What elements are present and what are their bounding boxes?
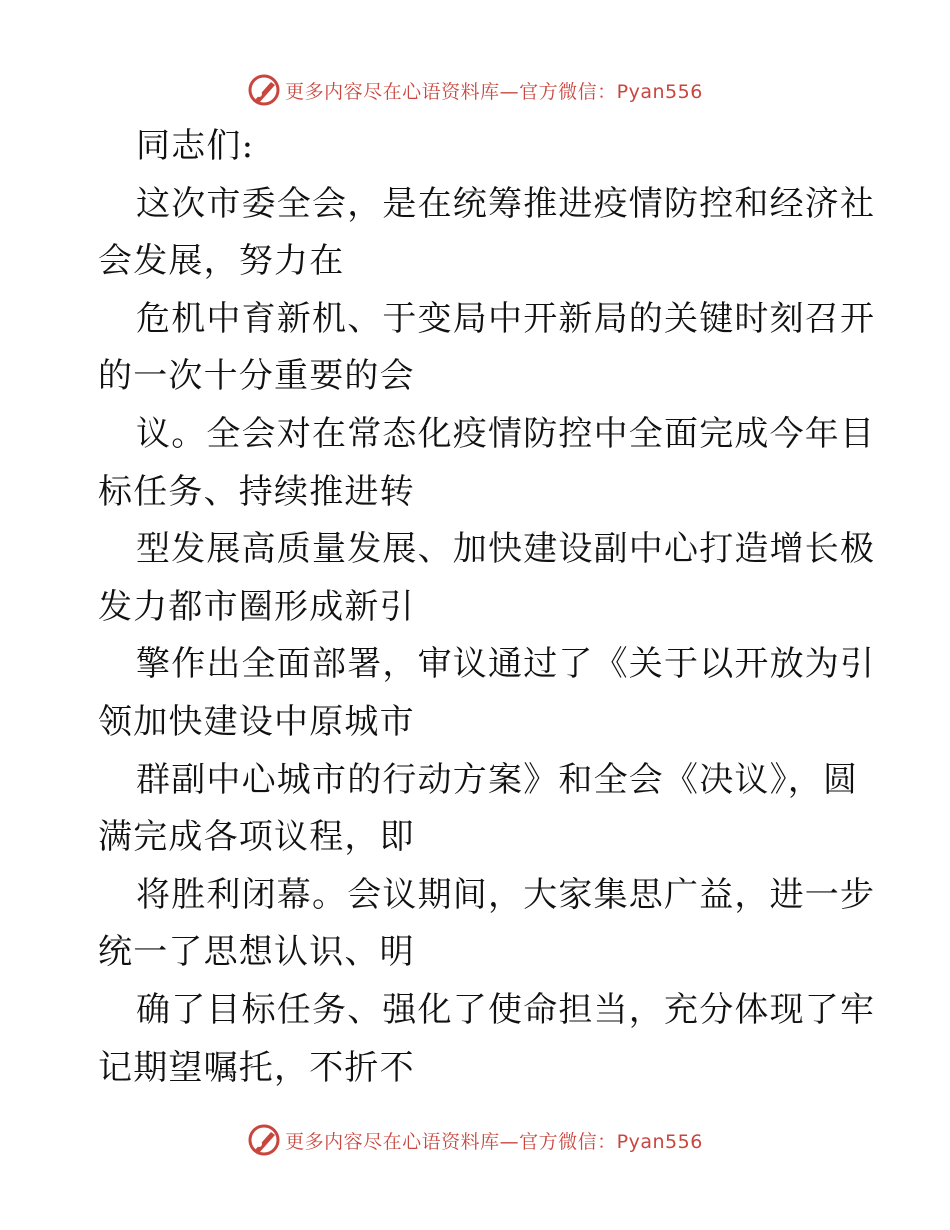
text-line: 危机中育新机、于变局中开新局的关键时刻召开 [136,298,876,339]
text-line: 型发展高质量发展、加快建设副中心打造增长极 [136,529,876,570]
text-line: 会发展，努力在 [98,241,345,282]
text-line: 将胜利闭幕。会议期间，大家集思广益，进一步 [136,874,876,915]
text-line: 擎作出全面部署，审议通过了《关于以开放为引 [136,644,876,685]
text-line: 同志们: [136,126,255,166]
text-line: 的一次十分重要的会 [98,356,415,397]
pen-logo-icon [247,1123,281,1157]
text-line: 标任务、持续推进转 [98,471,415,512]
text-line: 统一了思想认识、明 [98,932,415,973]
text-line: 确了目标任务、强化了使命担当，充分体现了牢 [136,989,876,1030]
footer-banner [0,1120,950,1160]
text-line: 这次市委全会，是在统筹推进疫情防控和经济社 [136,183,876,224]
text-line: 领加快建设中原城市 [98,701,415,742]
text-line: 记期望嘱托，不折不 [98,1047,415,1088]
text-line: 议。全会对在常态化疫情防控中全面完成今年目 [136,413,876,454]
header-banner-text: 更多内容尽在心语资料库—官方微信：Pyan556 [285,80,703,103]
text-line: 发力都市圈形成新引 [98,586,415,627]
text-line: 满完成各项议程，即 [98,817,415,858]
header-banner [0,70,950,110]
text-line: 群副中心城市的行动方案》和全会《决议》，圆 [136,759,859,800]
document-body [98,118,876,1097]
pen-logo-icon [247,73,281,107]
footer-banner-text: 更多内容尽在心语资料库—官方微信：Pyan556 [285,1130,703,1153]
